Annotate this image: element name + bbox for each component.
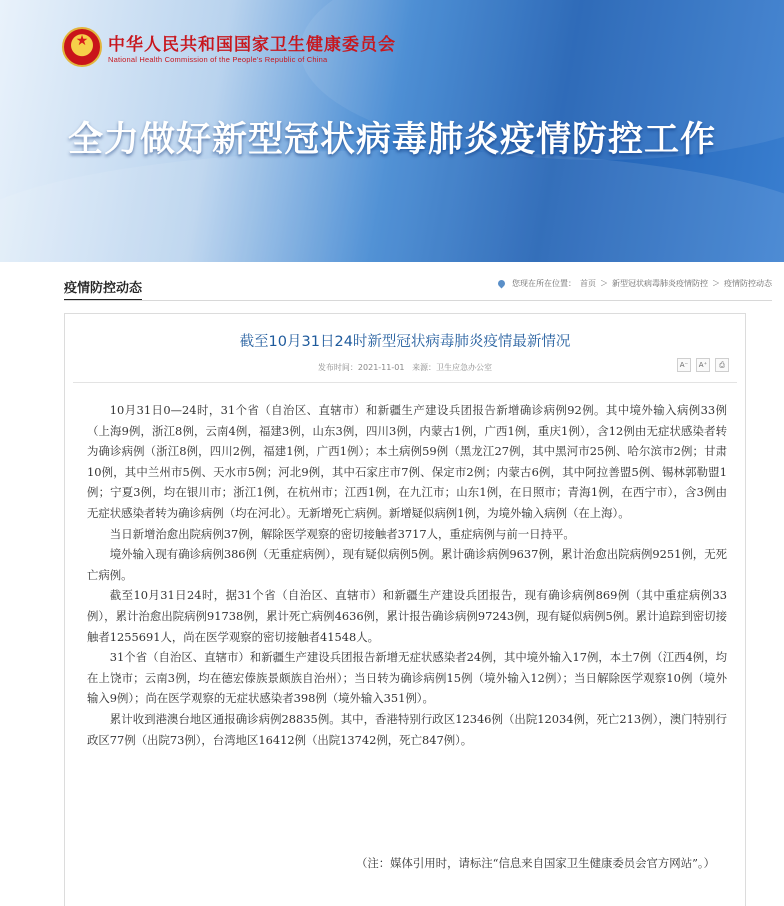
- breadcrumb-separator: ＞: [600, 279, 608, 288]
- meta-divider: [73, 382, 737, 383]
- breadcrumb: [498, 278, 772, 289]
- media-citation-note: （注：媒体引用时，请标注“信息来自国家卫生健康委员会官方网站”。）: [355, 856, 715, 870]
- article-paragraph: 累计收到港澳台地区通报确诊病例28835例。其中，香港特别行政区12346例（出院12034例，死亡213例），澳门特别行政区77例（出院73例），台湾地区16412例（出院13742例，死亡847例）。: [87, 711, 727, 747]
- location-pin-icon: [497, 279, 507, 289]
- source-name: 卫生应急办公室: [436, 363, 493, 372]
- print-icon[interactable]: ⎙: [715, 358, 729, 372]
- article-paragraph: 当日新增治愈出院病例37例，解除医学观察的密切接触者3717人，重症病例与前一日持平。: [109, 526, 575, 541]
- breadcrumb-home-link[interactable]: 首页: [580, 279, 596, 288]
- article-title: 截至10月31日24时新型冠状病毒肺炎疫情最新情况: [239, 334, 571, 350]
- org-name-en: National Health Commission of the People's Republic of China: [108, 55, 328, 64]
- banner-slogan: 全力做好新型冠状病毒肺炎疫情防控工作: [67, 120, 716, 160]
- font-decrease-button[interactable]: A⁻: [677, 358, 691, 372]
- org-name-cn[interactable]: 中华人民共和国国家卫生健康委员会: [108, 35, 396, 55]
- breadcrumb-level1-link[interactable]: 新型冠状病毒肺炎疫情防控: [612, 279, 708, 288]
- source-label: 来源：: [412, 363, 437, 372]
- national-emblem-icon[interactable]: ★: [62, 27, 102, 67]
- publish-date: 2021-11-01: [357, 363, 405, 372]
- article-panel: [64, 313, 746, 906]
- article-body: [87, 400, 727, 750]
- nav-divider: [64, 300, 772, 301]
- font-increase-button[interactable]: A⁺: [696, 358, 710, 372]
- article-paragraph: 境外输入现有确诊病例386例（无重症病例），现有疑似病例5例。累计确诊病例9637例，累计治愈出院病例9251例，无死亡病例。: [87, 547, 727, 582]
- header-banner: [0, 0, 784, 262]
- breadcrumb-level2-link[interactable]: 疫情防控动态: [724, 279, 772, 288]
- section-title[interactable]: 疫情防控动态: [64, 277, 142, 301]
- article-meta: [65, 362, 745, 373]
- section-nav: [0, 262, 784, 302]
- article-paragraph: 截至10月31日24时，据31个省（自治区、直辖市）和新疆生产建设兵团报告，现有确诊病例869例（其中重症病例33例），累计治愈出院病例91738例，累计死亡病例4636例，累计报告确诊病例97243例，现有疑似病例5例。累计追踪到密切接触者1255691人，尚在医学观察的密切接触者41548人。: [87, 588, 727, 644]
- breadcrumb-location-label: 您现在所在位置：: [512, 279, 576, 288]
- publish-date-label: 发布时间：: [317, 363, 358, 372]
- article-paragraph: 31个省（自治区、直辖市）和新疆生产建设兵团报告新增无症状感染者24例，其中境外输入17例，本土7例（江西4例，均在上饶市；云南3例，均在德宏傣族景颇族自治州）；当日转为确诊病例15例（境外输入12例）；当日解除医学观察10例（境外输入9例）；尚在医学观察的无症状感染者398例（境外输入351例）。: [87, 650, 727, 706]
- breadcrumb-separator: ＞: [712, 279, 720, 288]
- article-paragraph: 10月31日0—24时，31个省（自治区、直辖市）和新疆生产建设兵团报告新增确诊病例92例。其中境外输入病例33例（上海9例，浙江8例，云南4例，福建3例，山东3例，四川3例，内蒙古1例，广西1例，重庆1例），含12例由无症状感染者转为确诊病例（浙江8例，四川2例，福建1例，广西1例）；本土病例59例（黑龙江27例，其中黑河市25例、哈尔滨市2例；甘肃10例，其中兰州市5例、天水市5例；河北9例，其中石家庄市7例、保定市2例；内蒙古6例，其中阿拉善盟5例、锡林郭勒盟1例；宁夏3例，均在银川市；浙江1例，在杭州市；江西1例，在九江市；山东1例，在日照市；青海1例，在西宁市），含3例由无症状感染者转为确诊病例（均在河北）。无新增死亡病例。新增疑似病例1例，为境外输入病例（在上海）。: [87, 403, 727, 520]
- article-tools: [677, 358, 729, 372]
- banner-wave-decoration: [0, 150, 784, 262]
